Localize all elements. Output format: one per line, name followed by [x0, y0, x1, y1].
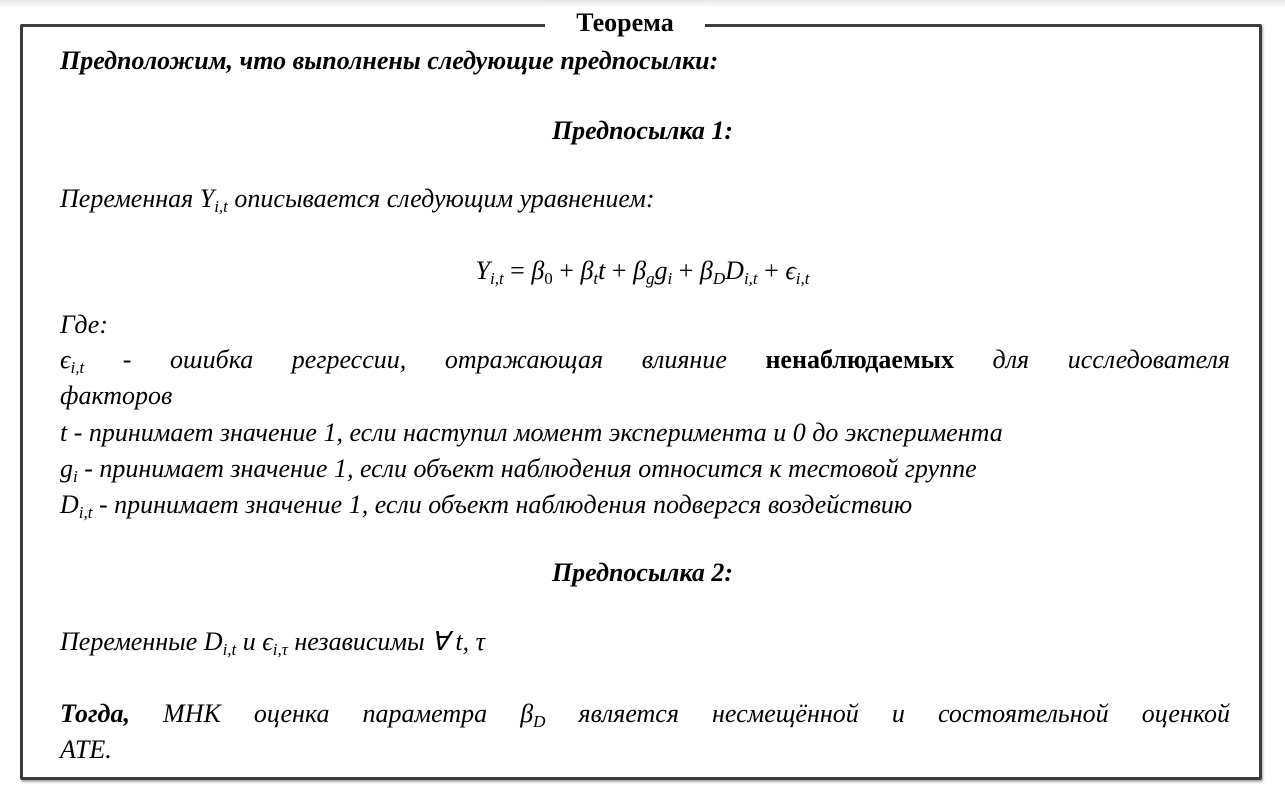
eq-d-sub: i,t	[743, 269, 758, 288]
eq-epsilon-sub: i,t	[795, 269, 810, 288]
eq-g: g	[654, 256, 668, 285]
eq-plus: +	[672, 256, 700, 285]
definition-d	[60, 490, 912, 520]
symbol-t: t	[60, 418, 68, 447]
var-epsilon: ϵ	[262, 627, 273, 656]
text: и	[236, 627, 263, 656]
intro-text: Предположим, что выполнены следующие предпосылки:	[60, 46, 719, 75]
symbol-d: D	[60, 490, 79, 519]
var-epsilon-sub: i,τ	[272, 640, 288, 659]
eq-d: D	[725, 256, 744, 285]
definition-t	[60, 418, 1003, 448]
premise1-heading: Предпосылка 1:	[551, 116, 734, 145]
eq-plus: +	[552, 256, 581, 285]
param-beta: β	[520, 699, 534, 728]
eq-g-sub: i	[667, 269, 673, 288]
var-d-sub: i,t	[222, 640, 237, 659]
definition-epsilon	[60, 345, 1230, 375]
text: Переменная	[60, 184, 200, 213]
eq-lhs-sub: i,t	[489, 269, 504, 288]
definition-g	[60, 454, 977, 484]
where-label: Где:	[60, 310, 108, 339]
conclusion-continuation: ATE.	[60, 735, 112, 764]
text: - принимает значение 1, если объект наблюдения относится к тестовой группе	[77, 454, 977, 483]
text: - принимает значение 1, если объект наблюдения подвергся воздействию	[92, 490, 913, 519]
param-beta-sub: D	[533, 712, 546, 731]
forall-expression: ∀ t, τ	[431, 627, 485, 656]
symbol-sub: i	[73, 467, 78, 486]
regression-equation	[0, 256, 1285, 286]
text: независимы	[287, 627, 432, 656]
eq-equals: =	[503, 256, 532, 285]
bold-emphasis: ненаблюдаемых	[765, 345, 954, 374]
conclusion-lead: Тогда,	[60, 699, 130, 728]
text: - ошибка регрессии, отражающая влияние	[84, 345, 766, 374]
eq-beta0: β	[531, 256, 545, 285]
symbol-sub: i,t	[70, 358, 85, 377]
symbol-epsilon: ϵ	[60, 345, 71, 374]
eq-lhs: Y	[475, 256, 490, 285]
text: описывается следующим уравнением:	[227, 184, 655, 213]
symbol-sub: i,t	[78, 503, 93, 522]
var-y: Y	[199, 184, 215, 213]
text: МНК оценка параметра	[129, 699, 521, 728]
premise1-description	[60, 184, 655, 214]
symbol-g: g	[60, 454, 73, 483]
text: - принимает значение 1, если наступил момент эксперимента и 0 до эксперимента	[67, 418, 1003, 447]
eq-betag-sub: g	[646, 269, 655, 288]
eq-plus: +	[605, 256, 634, 285]
eq-betat: β	[580, 256, 594, 285]
eq-t: t	[598, 256, 606, 285]
text: является несмещённой и состоятельной оценкой	[545, 699, 1230, 728]
premise2-heading: Предпосылка 2:	[551, 558, 734, 587]
var-y-sub: i,t	[214, 197, 228, 216]
eq-beta0-sub: 0	[544, 269, 553, 288]
eq-epsilon: ϵ	[785, 256, 796, 285]
eq-plus: +	[757, 256, 786, 285]
theorem-title: Теорема	[545, 6, 705, 40]
text: для исследователя	[953, 345, 1231, 374]
eq-betad-sub: D	[712, 269, 726, 288]
conclusion-text	[60, 699, 1230, 729]
var-d: D	[203, 627, 223, 656]
premise2-text	[60, 627, 485, 657]
eq-betat-sub: t	[593, 269, 599, 288]
eq-betad: β	[699, 256, 713, 285]
text: Переменные	[60, 627, 204, 656]
definition-epsilon-continuation: факторов	[60, 381, 173, 410]
eq-betag: β	[633, 256, 647, 285]
